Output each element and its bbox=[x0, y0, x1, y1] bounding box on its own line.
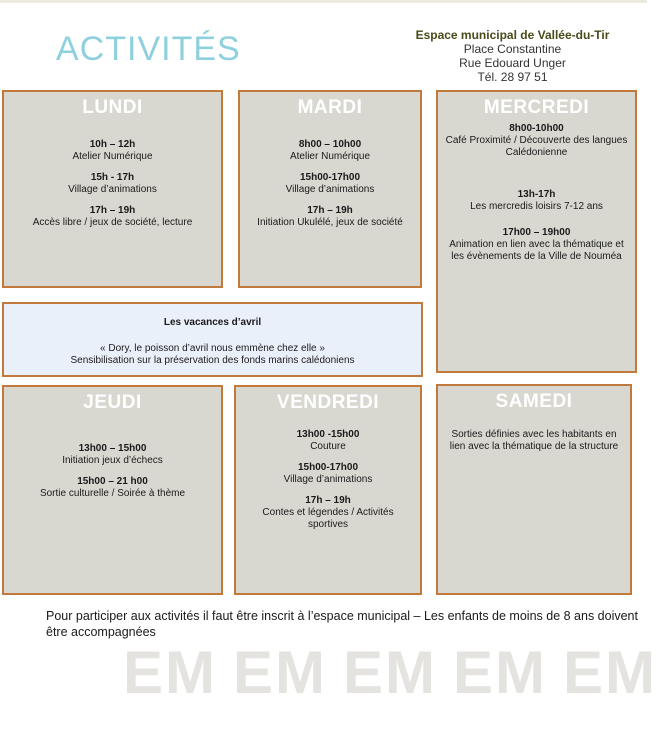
slot-time: 17h – 19h bbox=[89, 205, 136, 216]
slot bbox=[236, 462, 420, 486]
slot-activity: Atelier Numérique bbox=[289, 151, 371, 162]
venue-phone: Tél. 28 97 51 bbox=[477, 70, 548, 84]
slot bbox=[438, 227, 635, 263]
day-box-jeudi bbox=[2, 385, 223, 595]
slot bbox=[4, 205, 221, 229]
top-rule bbox=[0, 0, 647, 3]
watermark-em: EM bbox=[453, 639, 547, 706]
slot-time: 8h00 – 10h00 bbox=[298, 139, 362, 150]
venue-address-2: Rue Edouard Unger bbox=[459, 56, 566, 70]
slot-time: 13h-17h bbox=[517, 189, 556, 200]
slot-time: 15h00-17h00 bbox=[297, 462, 359, 473]
vacances-description: Sensibilisation sur la préservation des fonds marins calédoniens bbox=[70, 355, 355, 366]
footer-note: Pour participer aux activités il faut être inscrit à l’espace municipal – Les enfants de moins de 8 ans doivent être accompagnées bbox=[46, 609, 638, 639]
slot-activity: Village d’animations bbox=[283, 474, 373, 485]
day-box-mardi bbox=[238, 90, 422, 288]
slot-time: 8h00-10h00 bbox=[509, 123, 564, 134]
slot bbox=[236, 429, 420, 453]
slot-activity: Animation en lien avec la thématique et les évènements de la Ville de Nouméa bbox=[449, 239, 624, 262]
day-title-mardi: MARDI bbox=[297, 97, 363, 118]
day-title-samedi: SAMEDI bbox=[495, 391, 573, 412]
slot-activity: Village d’animations bbox=[285, 184, 375, 195]
vacances-title: Les vacances d’avril bbox=[163, 317, 262, 328]
venue-name: Espace municipal de Vallée-du-Tir bbox=[415, 28, 610, 42]
day-box-samedi bbox=[436, 384, 632, 595]
slot-activity: Couture bbox=[310, 441, 346, 452]
slot-activity: Initiation Ukulélé, jeux de société bbox=[257, 217, 403, 228]
slot-activity: Village d’animations bbox=[68, 184, 157, 195]
samedi-description: Sorties définies avec les habitants en lien avec la thématique de la structure bbox=[449, 429, 619, 452]
day-title-mercredi: MERCREDI bbox=[483, 97, 590, 118]
slot bbox=[240, 205, 420, 229]
slot-time: 15h - 17h bbox=[90, 172, 135, 183]
watermark-em: EM bbox=[563, 639, 657, 706]
slot-activity: Sortie culturelle / Soirée à thème bbox=[39, 488, 186, 499]
slot bbox=[236, 495, 420, 531]
day-box-vendredi bbox=[234, 385, 422, 595]
venue-info bbox=[400, 28, 625, 84]
day-box-mercredi bbox=[436, 90, 637, 373]
slot-time: 13h00 -15h00 bbox=[296, 429, 360, 440]
slot-activity: Contes et légendes / Activités sportives bbox=[262, 507, 394, 530]
slot-time: 17h00 – 19h00 bbox=[502, 227, 571, 238]
slot bbox=[438, 189, 635, 213]
slot bbox=[438, 123, 635, 159]
slot bbox=[4, 476, 221, 500]
watermark-em: EM bbox=[343, 639, 437, 706]
slot-activity: Café Proximité / Découverte des langues Calédonienne bbox=[445, 135, 628, 158]
slot-activity: Accès libre / jeux de société, lecture bbox=[32, 217, 193, 228]
slot-activity: Les mercredis loisirs 7-12 ans bbox=[470, 201, 603, 212]
vacances-quote: « Dory, le poisson d’avril nous emmène chez elle » bbox=[100, 343, 325, 354]
slot bbox=[4, 443, 221, 467]
slot-time: 15h00-17h00 bbox=[299, 172, 361, 183]
slot-activity: Initiation jeux d’échecs bbox=[62, 455, 163, 466]
vacances-box bbox=[2, 302, 423, 377]
day-box-lundi bbox=[2, 90, 223, 288]
watermark-em: EM bbox=[233, 639, 327, 706]
day-title-vendredi: VENDREDI bbox=[276, 392, 380, 413]
slot-time: 17h – 19h bbox=[307, 205, 353, 216]
slot bbox=[4, 139, 221, 163]
day-title-jeudi: JEUDI bbox=[83, 392, 142, 413]
slot-time: 15h00 – 21 h00 bbox=[77, 476, 148, 487]
watermark-em: EM bbox=[123, 639, 217, 706]
slot bbox=[240, 139, 420, 163]
slot bbox=[240, 172, 420, 196]
page-title: ACTIVITÉS bbox=[56, 30, 241, 68]
slot bbox=[4, 172, 221, 196]
slot-time: 10h – 12h bbox=[89, 139, 136, 150]
day-title-lundi: LUNDI bbox=[82, 97, 143, 118]
slot-activity: Atelier Numérique bbox=[72, 151, 153, 162]
slot-time: 17h – 19h bbox=[305, 495, 351, 506]
slot-time: 13h00 – 15h00 bbox=[78, 443, 147, 454]
venue-address-1: Place Constantine bbox=[463, 42, 562, 56]
